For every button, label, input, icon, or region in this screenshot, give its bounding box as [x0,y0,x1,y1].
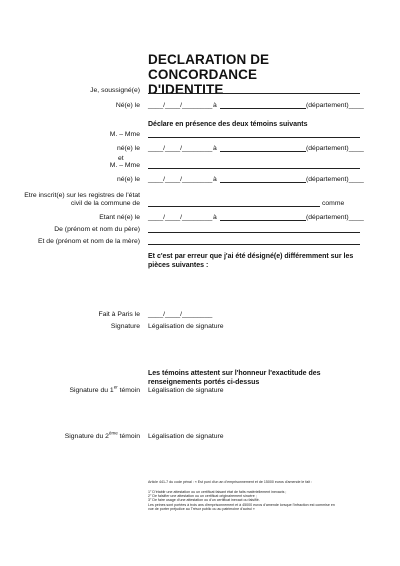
etant-ne-place-field[interactable] [220,220,306,221]
witness1-signature-label: Signature du 1er témoin [69,384,140,394]
footnote-line-1: Article 441-7 du code pénal : « Est puni d'un an d'emprisonnement et de 15000 euros d'amende le fait : [148,480,313,484]
footnote-line-4: 3° De faire usage d'une attestation ou d'un certificat inexact ou falsifié. [148,498,260,502]
witness2-dept-label: (département)____ [306,176,364,183]
soussigne-label: Je, soussigné(e) [90,87,140,94]
witness1-birth-date[interactable]: ____/____/________ [148,145,213,152]
witness1-birth-label: né(e) le [116,145,140,152]
registry-commune-field[interactable] [148,206,320,207]
witness1-dept-label: (département)____ [306,145,364,152]
footnote-line-6: vue de porter préjudice au Trésor public ou au patrimoine d'autrui » [148,507,255,511]
witness1-a: à [213,145,217,152]
birth-place-a: à [213,102,217,109]
birth-place-field[interactable] [220,108,306,109]
witness1-legalisation: Légalisation de signature [148,387,224,394]
birth-dept-label: (département)____ [306,102,364,109]
witness1-name-label: M. – Mme [109,131,140,138]
etant-ne-label: Etant né(e) le [99,214,140,221]
footnote-line-5: Les peines sont portées à trois ans d'emprisonnement et à 45000 euros d'amende lorsque l'infraction est commise en [148,503,335,507]
etant-ne-date[interactable]: ____/____/________ [148,214,213,221]
witness2-place-field[interactable] [220,182,306,183]
attestation-line-2: renseignements portés ci-dessus [148,379,260,386]
error-statement-line-2: pièces suivantes : [148,262,209,269]
title-line-2: D'IDENTITE [148,82,224,97]
witness2-birth-label: né(e) le [116,176,140,183]
witness2-a: à [213,176,217,183]
attestation-line-1: Les témoins attestent sur l'honneur l'exactitude des [148,370,321,377]
father-field[interactable] [148,232,360,233]
footnote-line-3: 2° De falsifier une attestation ou un certificat originairement sincère ; [148,494,257,498]
fait-date-field[interactable]: ____/____/________ [148,311,213,318]
soussigne-field[interactable] [148,93,360,94]
witness1-name-field[interactable] [148,137,360,138]
mother-label: Et de (prénom et nom de la mère) [38,238,140,245]
etant-ne-dept-label: (département)____ [306,214,364,221]
witness2-name-field[interactable] [148,168,360,169]
witness2-legalisation: Légalisation de signature [148,433,224,440]
et-label: et [118,155,124,162]
legalisation-label: Légalisation de signature [148,323,224,330]
etant-ne-a: à [213,214,217,221]
registry-label-2: civil de la commune de [70,200,140,207]
registry-label-1: Etre inscrit(e) sur les registres de l'état [24,192,140,199]
document-title [148,52,378,97]
error-statement-line-1: Et c'est par erreur que j'ai été désigné(e) différemment sur les [148,253,354,260]
witness1-place-field[interactable] [220,151,306,152]
witnesses-heading: Déclare en présence des deux témoins suivants [148,121,308,128]
mother-field[interactable] [148,244,360,245]
birth-date-label: Né(e) le [115,102,140,109]
witness2-name-label: M. – Mme [109,162,140,169]
title-line-1: DECLARATION DE CONCORDANCE [148,52,270,82]
comme-label: comme [322,200,345,207]
witness2-signature-label: Signature du 2ème témoin [64,430,140,440]
birth-date-field[interactable]: ____/____/________ [148,102,213,109]
fait-a-label: Fait à Paris le [98,311,140,318]
father-label: De (prénom et nom du père) [54,226,140,233]
witness2-birth-date[interactable]: ____/____/________ [148,176,213,183]
footnote-line-2: 1° D'établir une attestation ou un certificat faisant état de faits matériellement inexacts ; [148,490,287,494]
signature-label: Signature [110,323,140,330]
